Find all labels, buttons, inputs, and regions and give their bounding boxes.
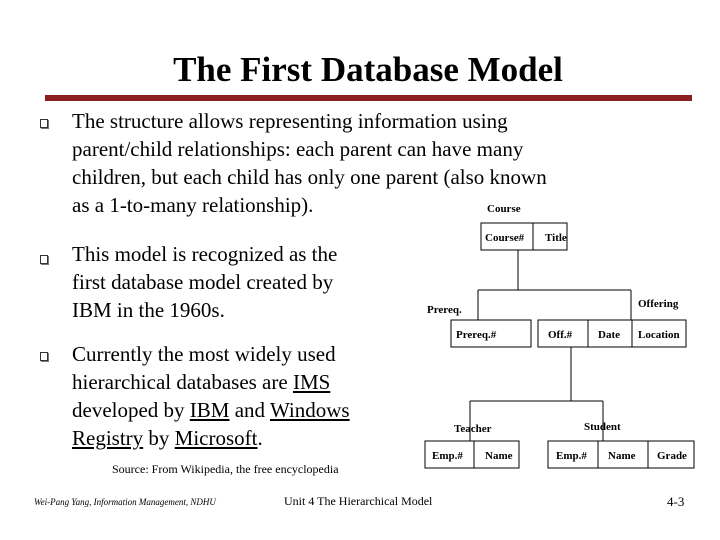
prereq-field: Prereq.# — [456, 329, 497, 341]
course-label: Course — [487, 203, 521, 215]
bullet-1-line: as a 1-to-many relationship). — [72, 193, 314, 217]
text: developed by — [72, 398, 190, 422]
windows-registry-link[interactable]: Registry — [72, 426, 144, 450]
page-number: 4-3 — [667, 494, 685, 509]
bullet-1-line: children, but each child has only one parent (also known — [72, 165, 547, 189]
source-note: Source: From Wikipedia, the free encyclopedia — [112, 462, 339, 476]
bullet-2-line: first database model created by — [72, 270, 334, 294]
windows-registry-link[interactable]: Windows — [269, 398, 350, 422]
student-field: Emp.# — [556, 450, 587, 462]
ibm-link[interactable]: IBM — [189, 398, 230, 422]
teacher-field: Name — [485, 450, 513, 462]
microsoft-link[interactable]: Microsoft — [174, 426, 258, 450]
bullet-1-line: The structure allows representing information using — [72, 109, 508, 133]
text: hierarchical databases are — [72, 370, 293, 394]
text: . — [257, 426, 263, 450]
bullet-1-line: parent/child relationships: each parent can have many — [72, 137, 524, 161]
bullet-2-line: IBM in the 1960s. — [72, 298, 225, 322]
student-field: Grade — [657, 450, 687, 462]
offering-field: Off.# — [548, 329, 573, 341]
footer-author: Wei-Pang Yang, Information Management, NDHU — [34, 497, 216, 507]
slide-title: The First Database Model — [173, 50, 563, 89]
course-field: Course# — [485, 232, 525, 244]
bullet-3-line: Currently the most widely used — [72, 342, 336, 366]
offering-field: Location — [638, 329, 680, 341]
teacher-label: Teacher — [454, 423, 492, 435]
course-field: Title — [545, 232, 567, 244]
student-field: Name — [608, 450, 636, 462]
student-label: Student — [584, 421, 621, 433]
teacher-field: Emp.# — [432, 450, 463, 462]
bullet-2-line: This model is recognized as the — [72, 242, 338, 266]
offering-field: Date — [598, 329, 620, 341]
text: by — [143, 426, 175, 450]
footer-unit: Unit 4 The Hierarchical Model — [284, 494, 433, 508]
text: and — [229, 398, 270, 422]
offering-label: Offering — [638, 298, 679, 310]
ims-link[interactable]: IMS — [292, 370, 331, 394]
prereq-label: Prereq. — [427, 304, 462, 316]
